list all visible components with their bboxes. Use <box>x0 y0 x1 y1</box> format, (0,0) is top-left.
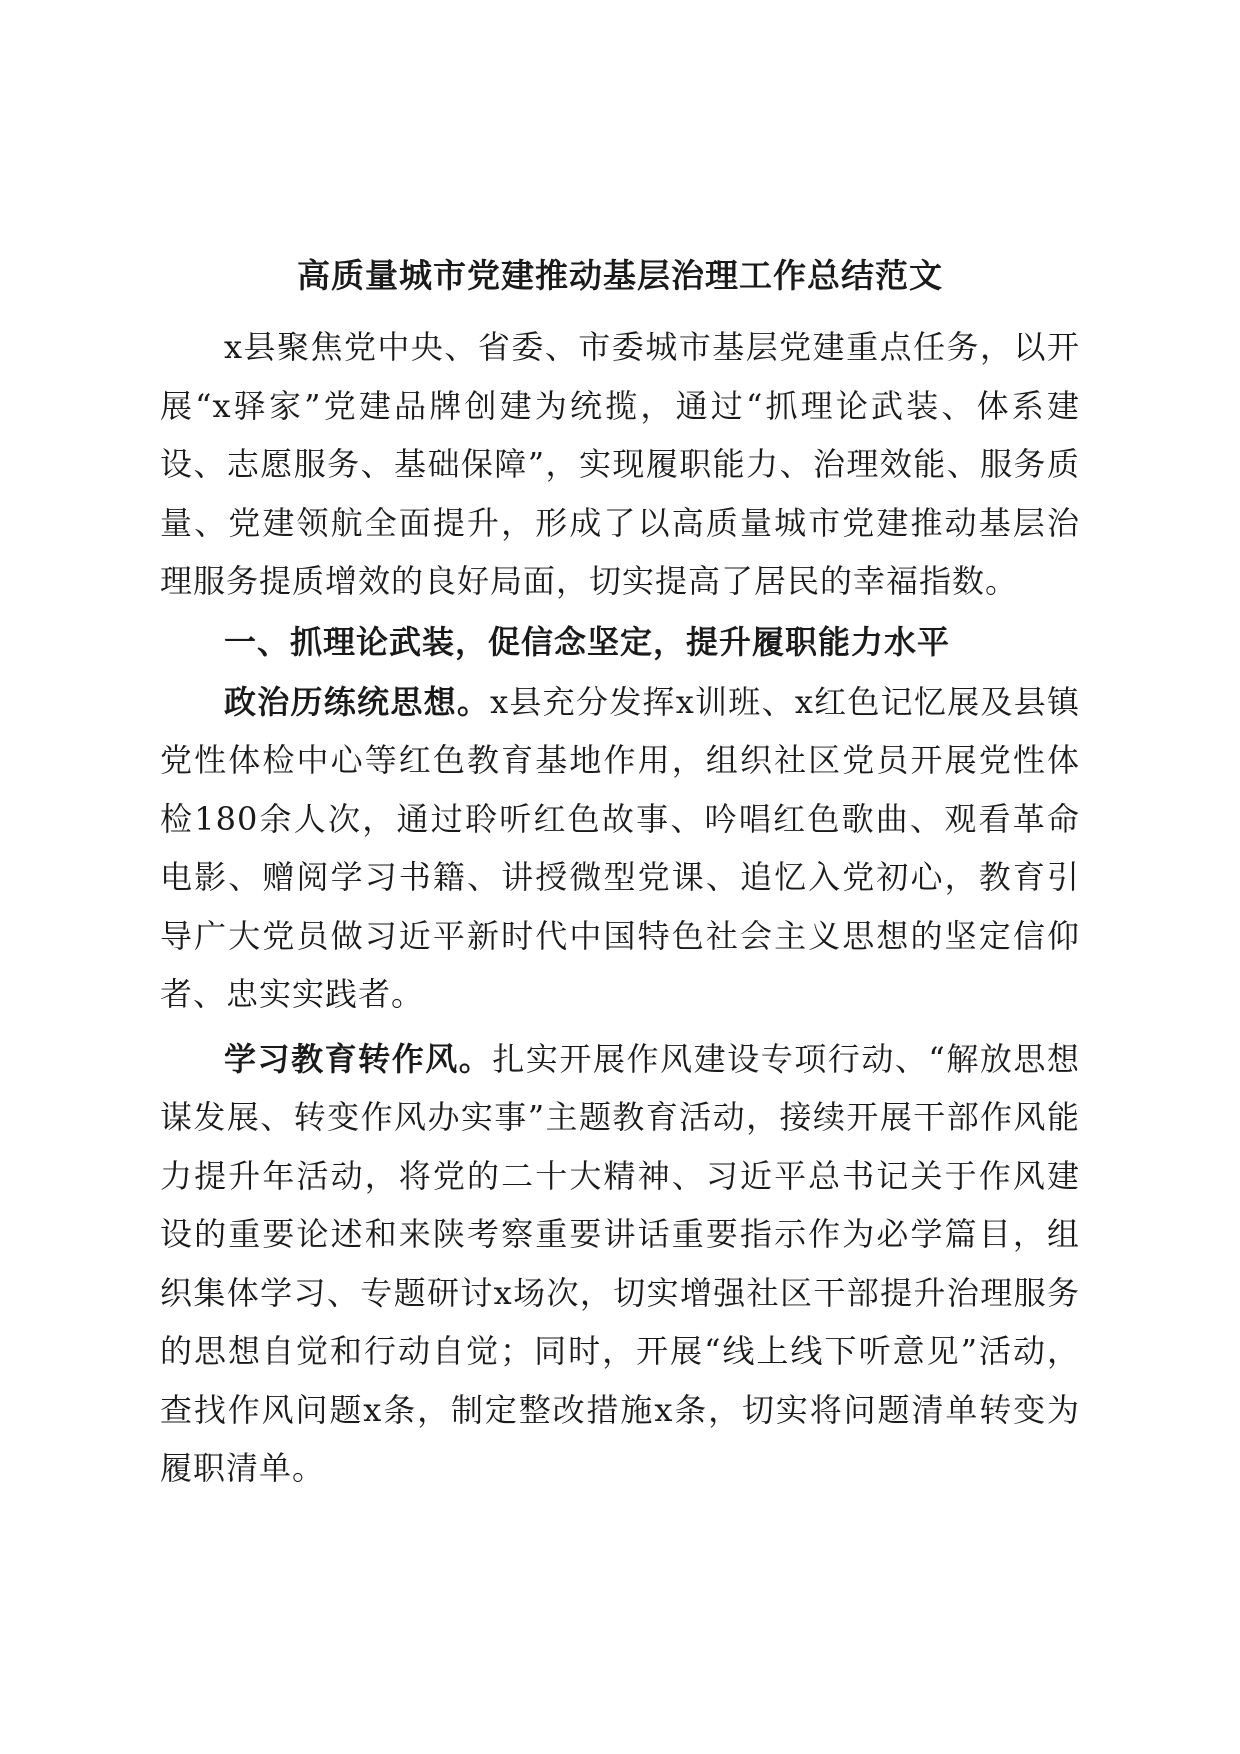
paragraph-body-study-education: 扎实开展作风建设专项行动、“解放思想谋发展、转变作风办实事”主题教育活动，接续开展干部作风能力提升年活动，将党的二十大精神、习近平总书记关于作风建设的重要论述和来陕考察重要讲话重要指示作为必学篇目，组织集体学习、专题研讨x场次，切实增强社区干部提升治理服务的思想自觉和行动自觉；同时，开展“线上线下听意见”活动，查找作风问题x条，制定整改措施x条，切实将问题清单转变为履职清单。 <box>160 1039 1080 1487</box>
paragraph-political-training <box>160 673 1080 1024</box>
paragraph-lead-political-training: 政治历练统思想。 <box>224 682 491 721</box>
paragraph-lead-study-education: 学习教育转作风。 <box>224 1039 493 1078</box>
document-title: 高质量城市党建推动基层治理工作总结范文 <box>297 256 943 295</box>
paragraph-study-education <box>160 1030 1080 1498</box>
document-page <box>160 248 1080 1508</box>
intro-paragraph: x县聚焦党中央、省委、市委城市基层党建重点任务，以开展“x驿家”党建品牌创建为统揽，通过“抓理论武装、体系建设、志愿服务、基础保障”，实现履职能力、治理效能、服务质量、党建领航全面提升，形成了以高质量城市党建推动基层治理服务提质增效的良好局面，切实提高了居民的幸福指数。 <box>160 328 1080 600</box>
paragraph-body-political-training: x县充分发挥x训班、x红色记忆展及县镇党性体检中心等红色教育基地作用，组织社区党员开展党性体检180余人次，通过聆听红色故事、吟唱红色歌曲、观看革命电影、赠阅学习书籍、讲授微型党课、追忆入党初心，教育引导广大党员做习近平新时代中国特色社会主义思想的坚定信仰者、忠实实践者。 <box>160 682 1080 1013</box>
section-heading: 一、抓理论武装，促信念坚定，提升履职能力水平 <box>224 622 951 661</box>
